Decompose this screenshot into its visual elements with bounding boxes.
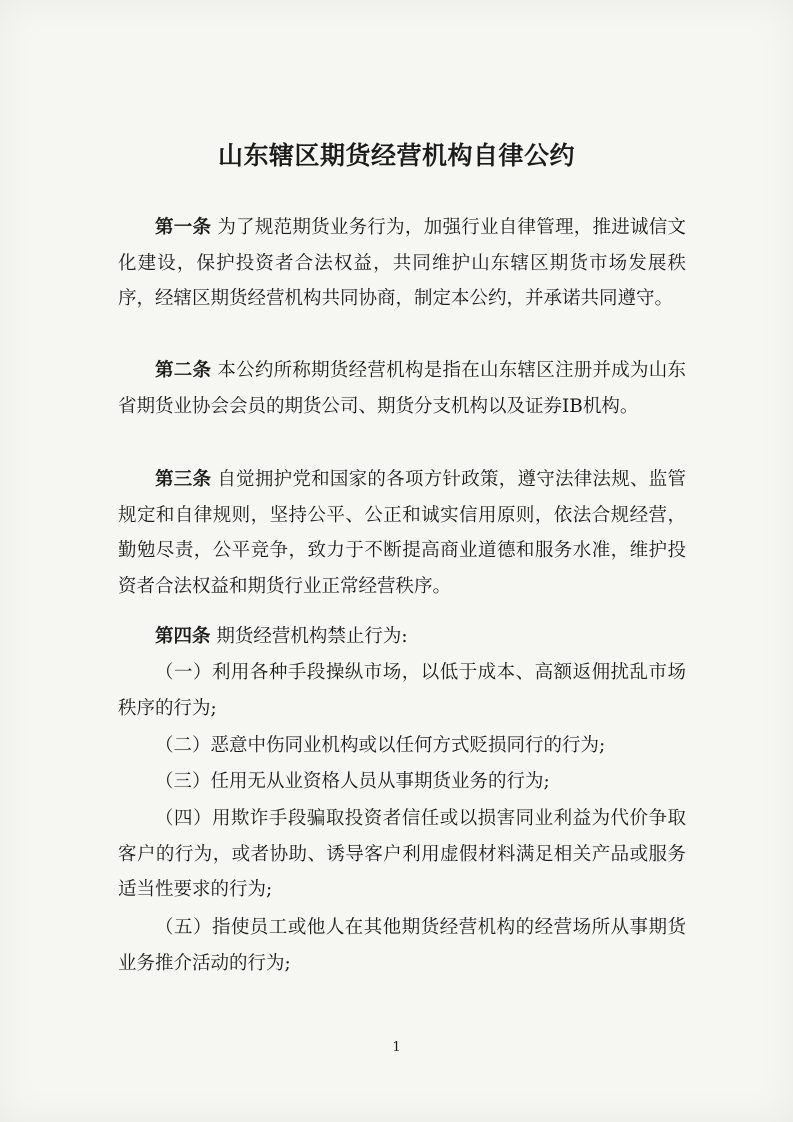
article-3-label: 第三条 xyxy=(155,469,212,490)
list-item-3: （三）任用无从业资格人员从事期货业务的行为; xyxy=(155,771,550,792)
article-3 xyxy=(118,462,686,604)
article-2-label: 第二条 xyxy=(155,360,212,381)
article-4-label: 第四条 xyxy=(155,626,211,647)
article-2-text: 本公约所称期货经营机构是指在山东辖区注册并成为山东省期货业协会会员的期货公司、期货分支机构以及证券IB机构。 xyxy=(118,360,686,417)
page-number: 1 xyxy=(392,1040,401,1055)
article-2 xyxy=(118,353,686,424)
list-item-5: （五）指使员工或他人在其他期货经营机构的经营场所从事期货业务推介活动的行为; xyxy=(118,917,686,974)
article-1-label: 第一条 xyxy=(155,217,212,238)
document-title: 山东辖区期货经营机构自律公约 xyxy=(217,141,575,170)
article-3-text: 自觉拥护党和国家的各项方针政策，遵守法律法规、监管规定和自律规则，坚持公平、公正和诚实信用原则，依法合规经营，勤勉尽责，公平竞争，致力于不断提高商业道德和服务水准，维护投资者合法权益和期货行业正常经营秩序。 xyxy=(118,469,686,597)
article-1-text: 为了规范期货业务行为，加强行业自律管理，推进诚信文化建设，保护投资者合法权益，共同维护山东辖区期货市场发展秩序，经辖区期货经营机构共同协商，制定本公约，并承诺共同遵守。 xyxy=(118,217,686,310)
article-4 xyxy=(118,619,686,655)
list-item-4: （四）用欺诈手段骗取投资者信任或以损害同业利益为代价争取客户的行为，或者协助、诱导客户利用虚假材料满足相关产品或服务适当性要求的行为; xyxy=(118,808,686,901)
article-4-text: 期货经营机构禁止行为: xyxy=(216,626,408,647)
list-item-2: （二）恶意中伤同业机构或以任何方式贬损同行的行为; xyxy=(155,735,606,756)
list-item-1: （一）利用各种手段操纵市场，以低于成本、高额返佣扰乱市场秩序的行为; xyxy=(118,662,686,719)
article-1 xyxy=(118,210,686,317)
